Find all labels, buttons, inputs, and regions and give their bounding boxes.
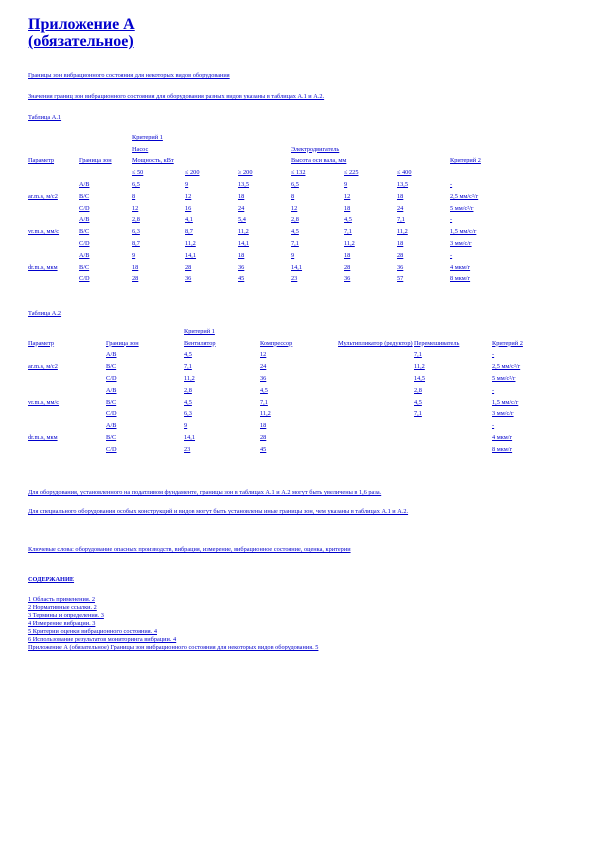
table2-zone-cell: A/B [106, 422, 117, 430]
table2-value-cell: - [492, 351, 495, 359]
table1-col-header: ≥ 200 [238, 169, 253, 177]
table1-zone-cell: B/C [79, 263, 90, 271]
table2-value-cell: 3 мм/с/г [492, 410, 514, 418]
table1-col-header: ≤ 50 [132, 169, 144, 177]
appendix-title-line1: Приложение А [28, 16, 135, 33]
table2-value-cell: 2,8 [414, 386, 422, 394]
table1-value-cell: 12 [185, 192, 192, 200]
table1-value-cell: 7,1 [291, 240, 299, 248]
table2-value-cell: 2,8 [184, 386, 192, 394]
table1-value-cell: 18 [397, 192, 404, 200]
table2-value-cell: 28 [260, 434, 267, 442]
table2-row [28, 432, 562, 444]
table2-param-cell [28, 444, 106, 456]
table1-zone-cell: C/D [79, 204, 90, 212]
table2-value-cell [414, 432, 492, 444]
table1-value-cell: 28 [132, 275, 139, 283]
table1-value-cell: 4,5 [291, 228, 299, 236]
table2-value-cell: 7,1 [414, 410, 422, 418]
table1-value-cell: - [450, 251, 453, 259]
table1-param-cell [28, 215, 79, 227]
table1-param-cell: ar.m.s, м/с2 [28, 192, 58, 200]
table2-value-cell [338, 444, 414, 456]
table1-value-cell: 36 [397, 263, 404, 271]
table1-value-cell: 11,2 [397, 228, 408, 236]
table1-value-cell: 13,5 [238, 181, 250, 189]
table1-row [28, 238, 510, 250]
table2-value-cell: 1,5 мм/с/г [492, 398, 519, 406]
table1-value-cell: 5,4 [238, 216, 246, 224]
table1-param-cell [28, 274, 79, 286]
table1-value-cell: 11,2 [344, 240, 355, 248]
table2-value-cell: 8 мкм/г [492, 445, 513, 453]
table2-value-cell [414, 444, 492, 456]
table1-zone-cell: A/B [79, 181, 90, 189]
table1-value-cell: 9 [185, 181, 189, 189]
table1-value-cell: 7,1 [397, 216, 405, 224]
table1-value-cell: 36 [185, 275, 192, 283]
table1-row [28, 250, 510, 262]
table1-row [28, 215, 510, 227]
toc-link[interactable]: 2 Нормативные ссылки. 2 [28, 604, 97, 611]
table1-value-cell: - [450, 216, 453, 224]
table1-zone-cell: B/C [79, 228, 90, 236]
table2-param-cell [28, 373, 106, 385]
table1-zone-cell: B/C [79, 192, 90, 200]
table2-value-cell: 6,3 [184, 410, 192, 418]
table1-value-cell: 28 [344, 263, 351, 271]
table1-value-cell: 13,5 [397, 181, 409, 189]
table1-col-header: ≤ 225 [344, 169, 359, 177]
table1-zone-header: Граница зон [79, 157, 112, 165]
table1-param-cell [28, 250, 79, 262]
toc-link[interactable]: 3 Термины и определения. 3 [28, 612, 104, 619]
table1-value-cell: 14,1 [238, 240, 250, 248]
table2-value-cell: 14,5 [414, 375, 426, 383]
appendix-title [28, 16, 568, 50]
table2-col-header: Компрессор [260, 339, 293, 347]
table1-value-cell: 14,1 [291, 263, 303, 271]
table2-value-cell: 23 [184, 445, 191, 453]
table2-row [28, 350, 562, 362]
table1-row [28, 203, 510, 215]
table1-row [28, 226, 510, 238]
table2-param-cell [28, 420, 106, 432]
table1-param-cell: dr.m.s, мкм [28, 263, 58, 271]
table2-value-cell [338, 420, 414, 432]
appendix-subtitle: Границы зон вибрационного состояния для некоторых видов оборудования [28, 72, 230, 79]
table1-param-cell: vr.m.s, мм/с [28, 228, 60, 236]
table2-value-cell: 11,2 [414, 363, 425, 371]
table-a1 [28, 132, 510, 285]
table2-param-cell: dr.m.s, мкм [28, 434, 58, 442]
table1-col-header: ≤ 200 [185, 169, 200, 177]
table1-value-cell: 4 мкм/г [450, 263, 471, 271]
table1-value-cell: 12 [291, 204, 298, 212]
table1-zone-cell: A/B [79, 216, 90, 224]
table2-zone-cell: B/C [106, 398, 117, 406]
table1-value-cell: 6,3 [132, 228, 140, 236]
table1-value-cell: 4,1 [185, 216, 193, 224]
table2-zone-cell: B/C [106, 434, 117, 442]
table1-value-cell: 8 [291, 192, 295, 200]
table1-value-cell: 18 [397, 240, 404, 248]
table2-value-cell: 4,5 [184, 398, 192, 406]
table1-param-cell [28, 179, 79, 191]
table1-value-cell: 57 [397, 275, 404, 283]
table1-value-cell: 6,5 [291, 181, 299, 189]
table1-value-cell: 18 [344, 251, 351, 259]
table1-param-cell [28, 238, 79, 250]
table2-value-cell: 12 [260, 351, 267, 359]
table1-value-cell: 9 [291, 251, 295, 259]
table2-param-cell [28, 350, 106, 362]
table-of-contents [28, 596, 318, 652]
table1-value-cell: 12 [132, 204, 139, 212]
table1-criterion2-header: Критерий 2 [450, 157, 481, 165]
table2-row [28, 361, 562, 373]
table1-row [28, 191, 510, 203]
table2-zone-header: Граница зон [106, 339, 139, 347]
table1-value-cell: 18 [238, 192, 245, 200]
table1-value-cell: 12 [344, 192, 351, 200]
table2-col-header: Мультипликатор (редуктор) [338, 339, 413, 347]
table2-zone-cell: A/B [106, 351, 117, 359]
table2-criterion1: Критерий 1 [184, 327, 215, 335]
table1-value-cell: 2,8 [132, 216, 140, 224]
table2-zone-cell: C/D [106, 445, 117, 453]
table1-value-cell: 18 [132, 263, 139, 271]
document-page [28, 16, 568, 651]
table2-value-cell: 4,5 [184, 351, 192, 359]
toc-link[interactable]: 5 Критерии оценки вибрационного состояния. 4 [28, 628, 157, 635]
table2-zone-cell: C/D [106, 375, 117, 383]
table2-value-cell: 45 [260, 445, 267, 453]
table1-value-cell: 8,7 [132, 240, 140, 248]
table1-value-cell: 36 [344, 275, 351, 283]
table1-value-cell: 45 [238, 275, 245, 283]
table2-param-header: Параметр [28, 339, 55, 347]
table1-value-cell: 2,5 мм/с²/г [450, 192, 479, 200]
note-special-equipment: Для специального оборудования особых конструкций и видов могут быть установлены иные границы зон, чем указаны в таблицах А.1 и А.2. [28, 508, 409, 515]
table1-zone-cell: C/D [79, 275, 90, 283]
table1-pump-header: Насос [132, 145, 149, 153]
table2-value-cell: 11,2 [260, 410, 271, 418]
table1-motor-header: Электродвигатель [291, 145, 340, 153]
table1-value-cell: 11,2 [238, 228, 249, 236]
table1-value-cell: 1,5 мм/с/г [450, 228, 477, 236]
table2-param-cell [28, 409, 106, 421]
table1-value-cell: 8,7 [185, 228, 193, 236]
table2-param-cell: vr.m.s, мм/с [28, 398, 60, 406]
table2-value-cell: 9 [184, 422, 188, 430]
table2-value-cell: 4 мкм/г [492, 434, 513, 442]
keywords: Ключевые слова: оборудование опасных производств, вибрация, измерение, вибрационное состояние, оценка, критерии [28, 546, 351, 553]
table2-row [28, 385, 562, 397]
table2-row [28, 397, 562, 409]
table2-value-cell: 2,5 мм/с²/г [492, 363, 521, 371]
table1-value-cell: 3 мм/с/г [450, 240, 472, 248]
table2-param-cell [28, 385, 106, 397]
table2-value-cell: - [492, 386, 495, 394]
table1-shaft-header: Высота оси вала, мм [291, 157, 347, 165]
table1-value-cell: 28 [185, 263, 192, 271]
table1-value-cell: 8 [132, 192, 136, 200]
table1-value-cell: 6,5 [132, 181, 140, 189]
table2-value-cell: 11,2 [184, 375, 195, 383]
table1-value-cell: 4,5 [344, 216, 352, 224]
table1-value-cell: 18 [344, 204, 351, 212]
table1-value-cell: 2,8 [291, 216, 299, 224]
toc-link[interactable]: 6 Использование результатов мониторинга вибрации. 4 [28, 636, 177, 643]
table1-power-header: Мощность, кВт [132, 157, 174, 165]
table1-value-cell: 5 мм/с²/г [450, 204, 474, 212]
table1-param-header: Параметр [28, 157, 55, 165]
toc-title: СОДЕРЖАНИЕ [28, 576, 75, 583]
table1-value-cell: 16 [185, 204, 192, 212]
table1-value-cell: 14,1 [185, 251, 197, 259]
table2-value-cell [338, 373, 414, 385]
table2-value-cell: 24 [260, 363, 267, 371]
table2-row [28, 420, 562, 432]
table2-value-cell: 18 [260, 422, 267, 430]
table2-value-cell: 36 [260, 375, 267, 383]
table2-value-cell: 7,1 [184, 363, 192, 371]
table1-row [28, 274, 510, 286]
table2-param-cell: ar.m.s, м/с2 [28, 363, 58, 371]
table1-row [28, 179, 510, 191]
table2-value-cell: 4,5 [260, 386, 268, 394]
table2-value-cell [338, 409, 414, 421]
table2-value-cell: 4,5 [414, 398, 422, 406]
table2-col-header: Перемешиватель [414, 339, 460, 347]
table2-caption: Таблица А.2 [28, 310, 62, 317]
table2-zone-cell: C/D [106, 410, 117, 418]
toc-link[interactable]: 4 Измерение вибрации. 3 [28, 620, 96, 627]
table1-zone-cell: C/D [79, 240, 90, 248]
table2-value-cell [338, 385, 414, 397]
table1-value-cell: 9 [344, 181, 348, 189]
table2-value-cell: - [492, 422, 495, 430]
table1-value-cell: 11,2 [185, 240, 196, 248]
table2-value-cell [414, 420, 492, 432]
table1-zone-cell: A/B [79, 251, 90, 259]
table2-value-cell: 5 мм/с²/г [492, 375, 516, 383]
table-a2 [28, 326, 562, 456]
table1-value-cell: 36 [238, 263, 245, 271]
table2-row [28, 444, 562, 456]
table1-criterion1: Критерий 1 [132, 133, 163, 141]
table2-value-cell: 7,1 [260, 398, 268, 406]
table2-value-cell: 7,1 [414, 351, 422, 359]
table2-value-cell: 14,1 [184, 434, 196, 442]
table1-caption: Таблица А.1 [28, 114, 62, 121]
table1-param-cell [28, 203, 79, 215]
table2-zone-cell: A/B [106, 386, 117, 394]
table2-value-cell [338, 397, 414, 409]
toc-link[interactable]: Приложение А (обязательное) Границы зон вибрационного состояния для некоторых видов оборудования. 5 [28, 644, 319, 651]
intro-paragraph: Значения границ зон вибрационного состояния для оборудования разных видов указаны в таблицах А.1 и А.2. [28, 93, 325, 100]
table1-value-cell: 18 [238, 251, 245, 259]
table1-value-cell: 24 [397, 204, 404, 212]
table2-col-header: Вентилятор [184, 339, 216, 347]
table1-value-cell: 7,1 [344, 228, 352, 236]
table1-value-cell: 23 [291, 275, 298, 283]
table1-col-header: ≤ 132 [291, 169, 306, 177]
table1-value-cell: 8 мкм/г [450, 275, 471, 283]
table2-row [28, 373, 562, 385]
appendix-title-line2: (обязательное) [28, 33, 134, 50]
table2-value-cell [338, 350, 414, 362]
table2-criterion2-header: Критерий 2 [492, 339, 523, 347]
note-foundation: Для оборудования, установленного на податливом фундаменте, границы зон в таблицах А.1 и А.2 могут быть увеличены в 1,6 раза. [28, 489, 382, 496]
table1-value-cell: - [450, 181, 453, 189]
table1-value-cell: 28 [397, 251, 404, 259]
table2-value-cell [338, 432, 414, 444]
table2-value-cell [338, 361, 414, 373]
toc-link[interactable]: 1 Область применения. 2 [28, 596, 96, 603]
table2-zone-cell: B/C [106, 363, 117, 371]
table2-row [28, 409, 562, 421]
table1-row [28, 262, 510, 274]
table1-col-header: ≤ 400 [397, 169, 412, 177]
table1-value-cell: 24 [238, 204, 245, 212]
table1-value-cell: 9 [132, 251, 136, 259]
